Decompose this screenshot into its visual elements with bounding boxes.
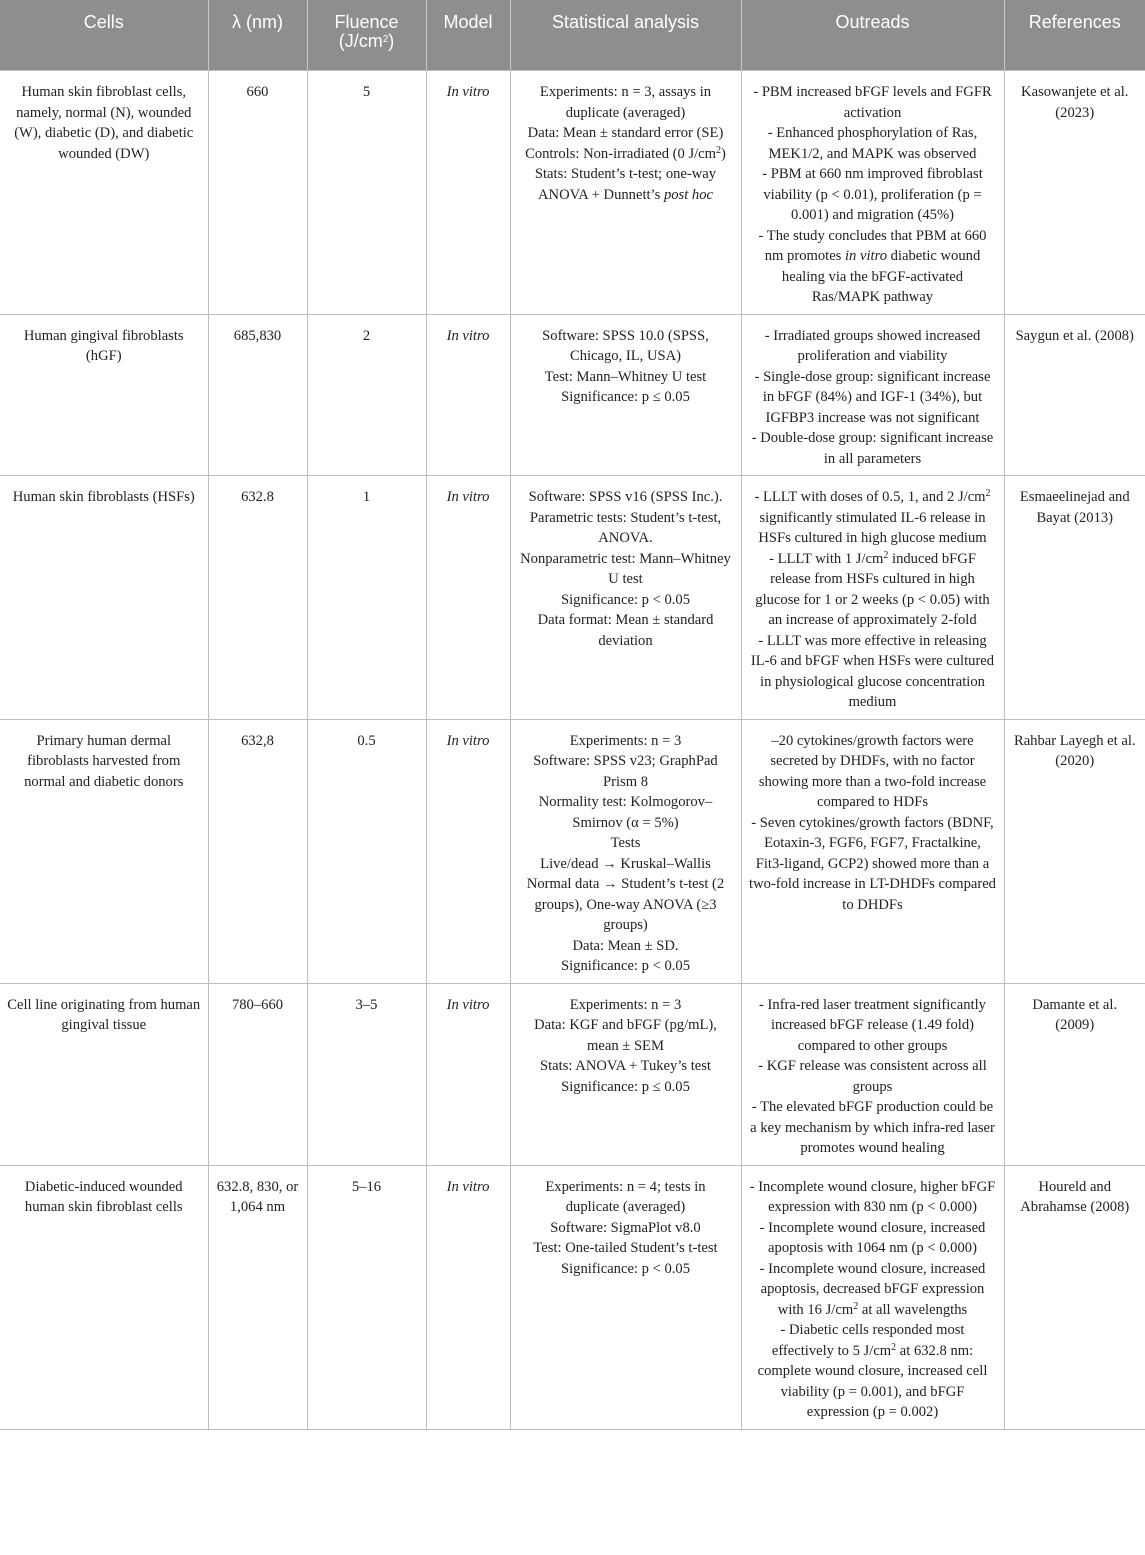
wavelength-cell: 632.8 bbox=[208, 476, 307, 720]
cells-cell: Diabetic-induced wounded human skin fibroblast cells bbox=[0, 1165, 208, 1429]
fluence-cell: 0.5 bbox=[307, 719, 426, 983]
statistical-analysis-cell-line: Software: SPSS 10.0 (SPSS, Chicago, IL, USA) bbox=[542, 327, 709, 364]
wavelength-cell: 685,830 bbox=[208, 314, 307, 476]
wavelength-cell: 660 bbox=[208, 71, 307, 315]
statistical-analysis-cell bbox=[510, 719, 741, 983]
table-row bbox=[0, 71, 1145, 315]
statistical-analysis-cell bbox=[510, 983, 741, 1165]
statistical-analysis-cell-line: Tests bbox=[610, 835, 641, 851]
statistical-analysis-cell-line: Experiments: n = 3 bbox=[569, 732, 682, 749]
table-row bbox=[0, 476, 1145, 720]
statistical-analysis-cell-line: Software: SPSS v23; GraphPad Prism 8 bbox=[533, 753, 718, 790]
table-row bbox=[0, 983, 1145, 1165]
statistical-analysis-cell-line: Data: Mean ± standard error (SE) bbox=[527, 125, 724, 141]
statistical-analysis-cell-line: Significance: p ≤ 0.05 bbox=[561, 389, 690, 405]
outreads-cell-line: - Infra-red laser treatment significantly increased bFGF release (1.49 fold) compared to other groups bbox=[759, 996, 986, 1054]
statistical-analysis-cell-line: Test: One-tailed Student’s t-test bbox=[533, 1240, 718, 1256]
wavelength-cell: 632,8 bbox=[208, 719, 307, 983]
table-body bbox=[0, 71, 1145, 1430]
statistical-analysis-cell bbox=[510, 476, 741, 720]
header-statistical-analysis: Statistical analysis bbox=[510, 0, 741, 71]
model-cell: In vitro bbox=[426, 719, 510, 983]
model-cell: In vitro bbox=[426, 476, 510, 720]
statistical-analysis-cell-line: Normality test: Kolmogorov–Smirnov (α = 5%) bbox=[538, 794, 713, 831]
reference-cell: Esmaeelinejad and Bayat (2013) bbox=[1004, 476, 1145, 720]
cells-cell: Human gingival fibroblasts (hGF) bbox=[0, 314, 208, 476]
wavelength-cell: 780–660 bbox=[208, 983, 307, 1165]
fluence-cell: 5 bbox=[307, 71, 426, 315]
header-fluence: Fluence $(J/cm^2)$ bbox=[307, 0, 426, 71]
outreads-cell-line: - Seven cytokines/growth factors (BDNF, Eotaxin-3, FGF6, FGF7, Fractalkine, Fit3-ligand, GCP2) showed more than a two-fold increase in LT-DHDFs compared to DHDFs bbox=[749, 814, 996, 913]
outreads-cell bbox=[741, 314, 1004, 476]
outreads-cell-line: - Irradiated groups showed increased proliferation and viability bbox=[764, 327, 981, 364]
statistical-analysis-cell-line: Data format: Mean ± standard deviation bbox=[537, 612, 714, 649]
header-row bbox=[0, 0, 1145, 71]
outreads-cell-line: - KGF release was consistent across all groups bbox=[758, 1058, 987, 1095]
cells-cell: Human skin fibroblast cells, namely, normal (N), wounded (W), diabetic (D), and diabetic wounded (DW) bbox=[0, 71, 208, 315]
statistical-analysis-cell bbox=[510, 1165, 741, 1429]
outreads-cell-line: - PBM at 660 nm improved fibroblast viability (p < 0.01), proliferation (p = 0.001) and migration (45%) bbox=[762, 166, 983, 223]
header-cells: Cells bbox=[0, 0, 208, 71]
statistical-analysis-cell-line: Software: SPSS v16 (SPSS Inc.). bbox=[528, 489, 723, 505]
outreads-cell-line: - Incomplete wound closure, higher bFGF expression with 830 nm (p < 0.000) bbox=[749, 1178, 996, 1215]
outreads-cell-line: –20 cytokines/growth factors were secreted by DHDFs, with no factor showing more than a two-fold increase compared to HDFs bbox=[758, 732, 987, 810]
wavelength-cell: 632.8, 830, or 1,064 nm bbox=[208, 1165, 307, 1429]
outreads-cell bbox=[741, 719, 1004, 983]
statistical-analysis-cell-line: Live/dead → Kruskal–Wallis bbox=[540, 855, 711, 872]
statistical-analysis-cell bbox=[510, 314, 741, 476]
outreads-cell-line: - Double-dose group: significant increase in all parameters bbox=[751, 430, 994, 467]
header-references: References bbox=[1004, 0, 1145, 71]
header-wavelength: λ (nm) bbox=[208, 0, 307, 71]
cells-cell: Human skin fibroblasts (HSFs) bbox=[0, 476, 208, 720]
statistical-analysis-cell-line: Stats: Student’s t-test; one-way ANOVA + Dunnett’s post hoc bbox=[534, 166, 717, 203]
header-outreads: Outreads bbox=[741, 0, 1004, 71]
model-cell: In vitro bbox=[426, 1165, 510, 1429]
reference-cell: Saygun et al. (2008) bbox=[1004, 314, 1145, 476]
statistical-analysis-cell-line: Significance: p < 0.05 bbox=[560, 1260, 690, 1277]
cells-cell: Primary human dermal fibroblasts harvested from normal and diabetic donors bbox=[0, 719, 208, 983]
outreads-cell-line: - The study concludes that PBM at 660 nm promotes in vitro diabetic wound healing via the bFGF-activated Ras/MAPK pathway bbox=[758, 227, 987, 305]
statistical-analysis-cell-line: Test: Mann–Whitney U test bbox=[544, 368, 707, 385]
reference-cell: Rahbar Layegh et al. (2020) bbox=[1004, 719, 1145, 983]
fluence-cell: 1 bbox=[307, 476, 426, 720]
outreads-cell bbox=[741, 71, 1004, 315]
table-header bbox=[0, 0, 1145, 71]
statistical-analysis-cell-line: Software: SigmaPlot v8.0 bbox=[550, 1219, 701, 1236]
header-model: Model bbox=[426, 0, 510, 71]
outreads-cell-line: - Single-dose group: significant increase in bFGF (84%) and IGF-1 (34%), but IGFBP3 increase was not significant bbox=[754, 368, 991, 426]
outreads-cell bbox=[741, 476, 1004, 720]
statistical-analysis-cell-line: Significance: p ≤ 0.05 bbox=[561, 1078, 690, 1095]
model-cell: In vitro bbox=[426, 983, 510, 1165]
model-cell: In vitro bbox=[426, 314, 510, 476]
fluence-cell: 2 bbox=[307, 314, 426, 476]
outreads-cell bbox=[741, 983, 1004, 1165]
fluence-cell: 5–16 bbox=[307, 1165, 426, 1429]
statistical-analysis-cell-line: Significance: p < 0.05 bbox=[560, 958, 690, 974]
outreads-cell-line: - LLLT with doses of 0.5, 1, and 2 $J/cm^2$ significantly stimulated IL-6 release in HSFs cultured in high glucose medium bbox=[754, 488, 991, 546]
reference-cell: Kasowanjete et al. (2023) bbox=[1004, 71, 1145, 315]
outreads-cell-line: - Incomplete wound closure, increased apoptosis, decreased bFGF expression with 16 $J/cm^2$ at all wavelengths bbox=[759, 1260, 986, 1318]
outreads-cell-line: - LLLT was more effective in releasing IL-6 and bFGF when HSFs were cultured in physiological glucose concentration medium bbox=[750, 632, 995, 710]
statistical-analysis-cell-line: Data: Mean ± SD. bbox=[572, 937, 679, 954]
statistical-analysis-cell-line: Controls: Non-irradiated (0 $J/cm^2$) bbox=[525, 144, 726, 162]
outreads-cell bbox=[741, 1165, 1004, 1429]
table-row bbox=[0, 719, 1145, 983]
reference-cell: Houreld and Abrahamse (2008) bbox=[1004, 1165, 1145, 1429]
outreads-cell-line: - PBM increased bFGF levels and FGFR activation bbox=[753, 84, 992, 121]
outreads-cell-line: - Enhanced phosphorylation of Ras, MEK1/2, and MAPK was observed bbox=[767, 125, 978, 162]
statistical-analysis-cell-line: Data: KGF and bFGF (pg/mL), mean ± SEM bbox=[534, 1017, 717, 1054]
outreads-cell-line: - The elevated bFGF production could be a key mechanism by which infra-red laser promotes wound healing bbox=[750, 1099, 995, 1156]
model-cell: In vitro bbox=[426, 71, 510, 315]
statistical-analysis-cell bbox=[510, 71, 741, 315]
cells-cell: Cell line originating from human gingival tissue bbox=[0, 983, 208, 1165]
statistical-analysis-cell-line: Nonparametric test: Mann–Whitney U test bbox=[520, 550, 731, 587]
outreads-cell-line: - Incomplete wound closure, increased apoptosis with 1064 nm (p < 0.000) bbox=[759, 1219, 986, 1256]
statistical-analysis-cell-line: Stats: ANOVA + Tukey’s test bbox=[540, 1058, 711, 1074]
statistical-analysis-cell-line: Experiments: n = 4; tests in duplicate (averaged) bbox=[545, 1178, 706, 1215]
statistical-analysis-cell-line: Experiments: n = 3 bbox=[569, 996, 682, 1013]
table-row bbox=[0, 1165, 1145, 1429]
reference-cell: Damante et al. (2009) bbox=[1004, 983, 1145, 1165]
statistical-analysis-cell-line: Experiments: n = 3, assays in duplicate (averaged) bbox=[539, 84, 712, 121]
statistical-analysis-cell-line: Significance: p < 0.05 bbox=[560, 591, 690, 608]
fluence-cell: 3–5 bbox=[307, 983, 426, 1165]
table-row bbox=[0, 314, 1145, 476]
outreads-cell-line: - LLLT with 1 $J/cm^2$ induced bFGF release from HSFs cultured in high glucose for 1 or 2 weeks (p < 0.05) with an increase of approximately 2-fold bbox=[755, 549, 990, 628]
statistical-analysis-cell-line: Parametric tests: Student’s t-test, ANOVA. bbox=[529, 509, 722, 546]
statistical-analysis-cell-line: Normal data → Student’s t-test (2 groups), One-way ANOVA (≥3 groups) bbox=[526, 876, 725, 933]
outreads-cell-line: - Diabetic cells responded most effectively to 5 $J/cm^2$ at 632.8 nm: complete wound closure, increased cell viability (p = 0.001), and bFGF expression (p = 0.002) bbox=[757, 1322, 988, 1420]
